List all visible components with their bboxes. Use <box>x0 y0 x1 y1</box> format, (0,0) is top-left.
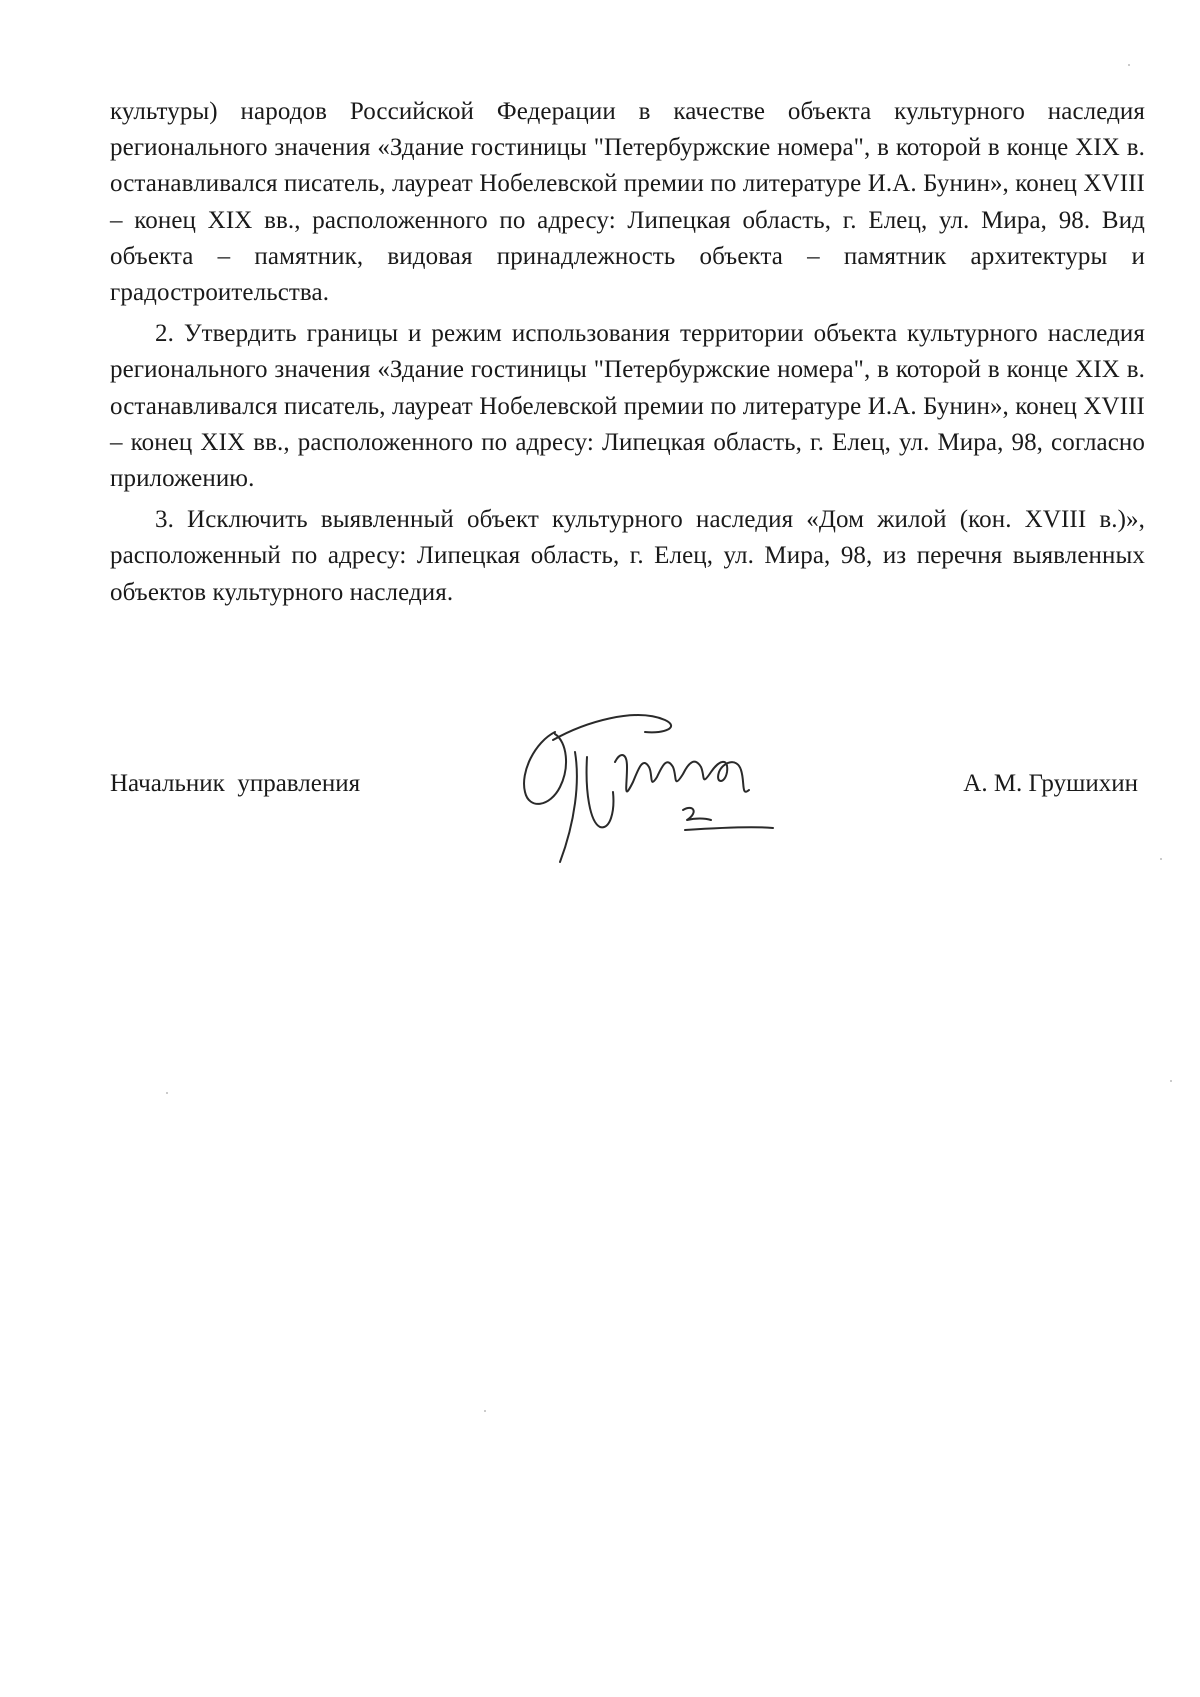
paragraph-item-2: 2. Утвердить границы и режим использования территории объекта культурного наследия регионального значения «Здание гостиницы "Петербуржские номера", в которой в конце XIX в. останавливался писатель, лауреат Нобелевской премии по литературе И.А. Бунин», конец XVIII – конец XIX вв., расположенного по адресу: Липецкая область, г. Елец, ул. Мира, 98, согласно приложению. <box>110 320 1145 493</box>
signer-position-title: Начальник управления <box>110 770 361 797</box>
scan-speck <box>484 1410 486 1412</box>
scan-speck <box>1128 64 1130 66</box>
handwritten-signature <box>515 712 815 882</box>
document-body <box>110 94 1145 611</box>
paragraph-item-3: 3. Исключить выявленный объект культурного наследия «Дом жилой (кон. XVIII в.)», расположенный по адресу: Липецкая область, г. Елец, ул. Мира, 98, из перечня выявленных объектов культурного наследия. <box>110 506 1145 606</box>
scan-speck <box>1170 1080 1172 1082</box>
scan-speck <box>166 1092 168 1094</box>
scan-speck <box>1160 858 1162 860</box>
signer-name: А. М. Грушихин <box>963 770 1138 797</box>
paragraph-continuation: культуры) народов Российской Федерации в качестве объекта культурного наследия регионального значения «Здание гостиницы "Петербуржские номера", в которой в конце XIX в. останавливался писатель, лауреат Нобелевской премии по литературе И.А. Бунин», конец XVIII – конец XIX вв., расположенного по адресу: Липецкая область, г. Елец, ул. Мира, 98. Вид объекта – памятник, видовая принадлежность объекта – памятник архитектуры и градостроительства. <box>110 98 1145 307</box>
